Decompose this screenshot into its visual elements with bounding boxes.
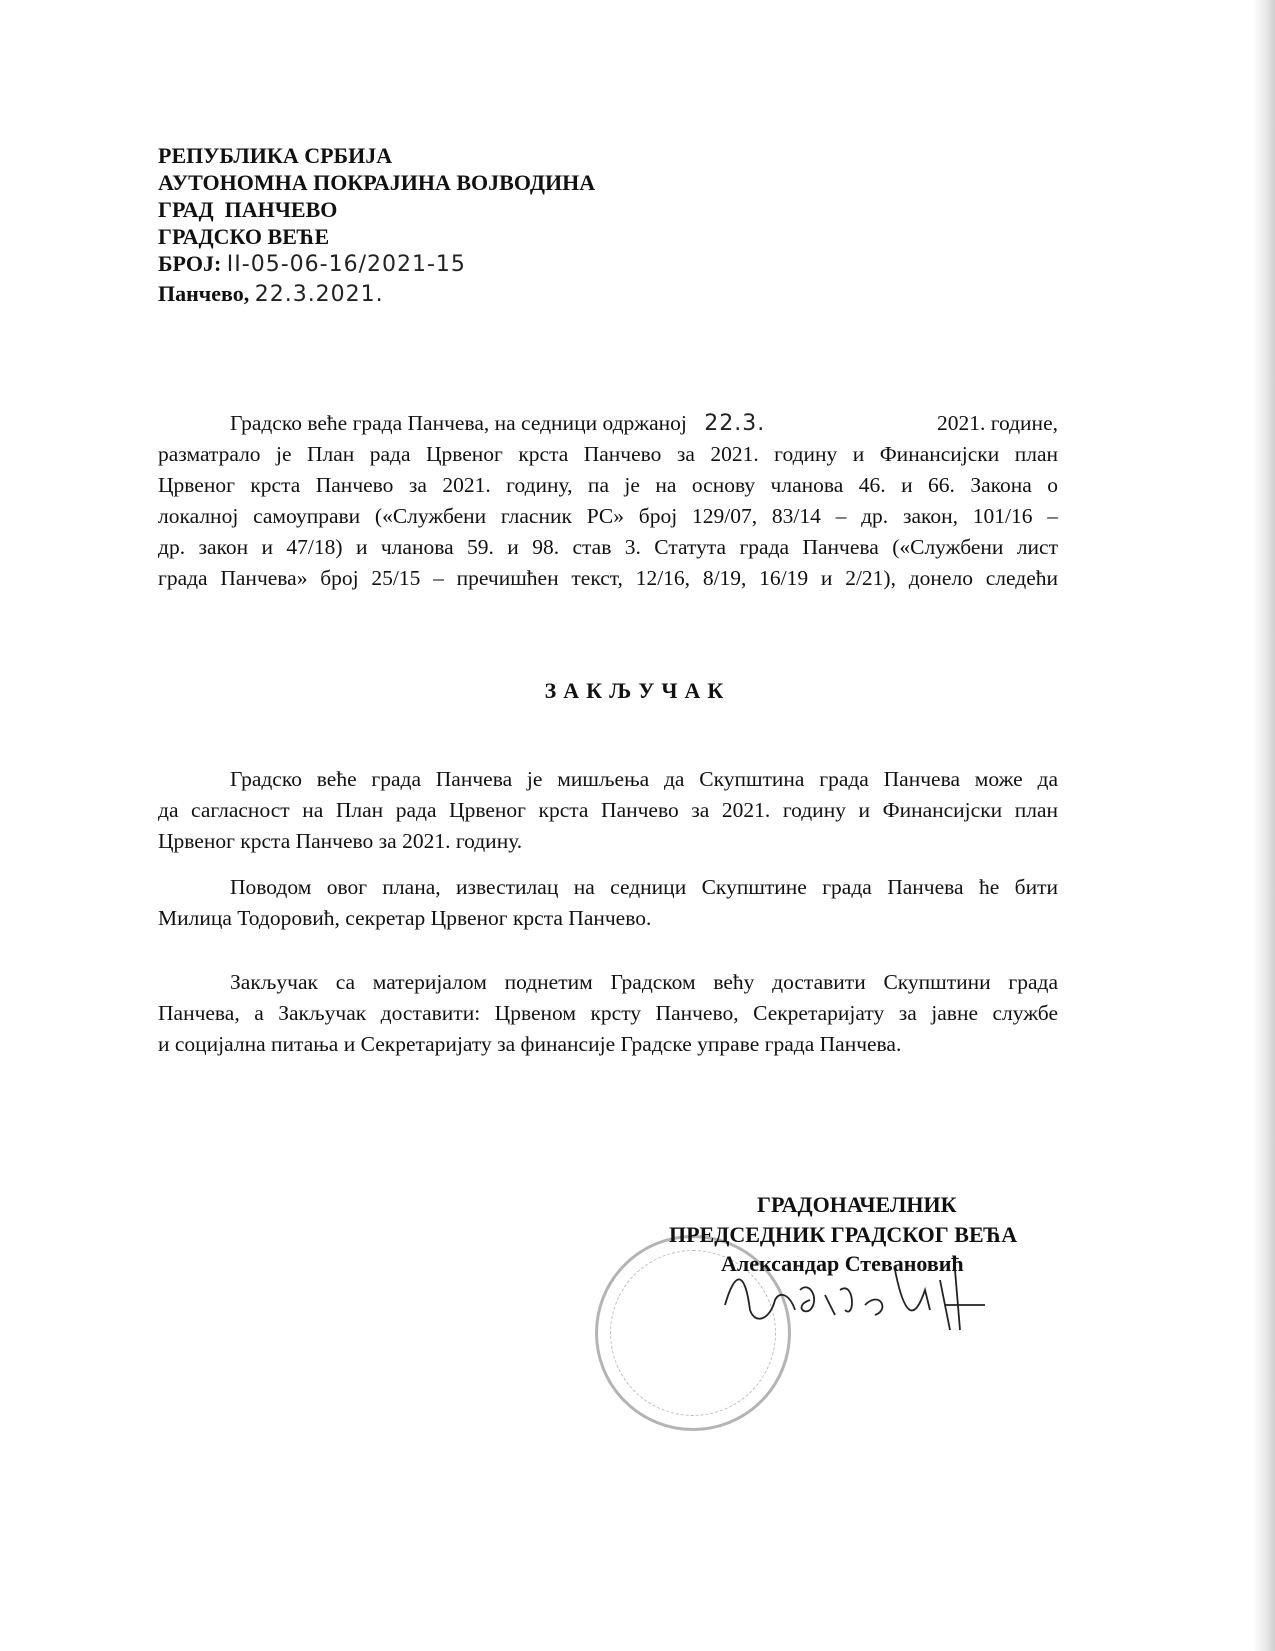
intro-paragraph	[158, 408, 1058, 594]
scan-edge	[1253, 0, 1275, 1651]
text-line: Црвеног крста Панчево за 2021. годину, па је на основу чланова 46. и 66. Закона о	[158, 473, 1058, 497]
text-line: Милица Тодоровић, секретар Црвеног крста Панчево.	[158, 906, 652, 930]
year-text: 2021. године,	[936, 411, 1058, 435]
letterhead-line: ГРАДСКО ВЕЋЕ	[158, 224, 330, 249]
handwritten-signature	[715, 1250, 1005, 1340]
text-line: Панчева, а Закључак доставити: Црвеном крсту Панчево, Секретаријату за јавне службе	[158, 1001, 1058, 1025]
session-date-handwritten: 22.3.	[704, 411, 766, 436]
date-handwritten: 22.3.2021.	[254, 282, 384, 307]
signature-title-2: ПРЕДСЕДНИК ГРАДСКОГ ВЕЋА	[669, 1222, 1018, 1247]
text-line: Црвеног крста Панчево за 2021. годину.	[158, 829, 523, 853]
text-line: Закључак са материјалом поднетим Градском већу доставити Скупштини града	[230, 970, 1058, 994]
text-line: и социјална питања и Секретаријату за финансије Градске управе града Панчева.	[158, 1032, 902, 1056]
number-handwritten: II-05-06-16/2021-15	[226, 252, 466, 277]
signatory-name: Александар Стевановић	[721, 1251, 964, 1276]
text-line: др. закон и 47/18) и чланова 59. и 98. став 3. Статута града Панчева («Службени лист	[158, 535, 1058, 559]
text-line: Поводом овог плана, известилац на седници Скупштине града Панчева ће бити	[230, 875, 1058, 899]
paragraph-3	[158, 967, 1058, 1060]
document-title: ЗАКЉУЧАК	[544, 678, 731, 703]
text-line: Градско веће града Панчева, на седници одржаној 22.3. 2021. године,	[158, 408, 1058, 439]
text-line: локалној самоуправи («Службени гласник РС» број 129/07, 83/14 – др. закон, 101/16 –	[158, 504, 1058, 528]
letterhead-line: АУТОНОМНА ПОКРАЈИНА ВОЈВОДИНА	[158, 170, 596, 195]
letterhead	[158, 142, 595, 308]
text-line: разматрало је План рада Црвеног крста Панчево за 2021. годину и Финансијски план	[158, 442, 1058, 466]
paragraph-1	[158, 764, 1058, 857]
letterhead-line: РЕПУБЛИКА СРБИЈА	[158, 143, 393, 168]
place-label: Панчево,	[158, 281, 250, 306]
signature-title-1: ГРАДОНАЧЕЛНИК	[757, 1192, 957, 1217]
text-line: града Панчева» број 25/15 – пречишћен текст, 12/16, 8/19, 16/19 и 2/21), донело следећи	[158, 566, 1058, 590]
number-label: БРОЈ:	[158, 251, 222, 276]
text-line: Градско веће града Панчева је мишљења да Скупштина града Панчева може да	[230, 767, 1058, 791]
place-date	[158, 280, 595, 308]
document-number	[158, 250, 595, 278]
text-line: да сагласност на План рада Црвеног крста Панчево за 2021. годину и Финансијски план	[158, 798, 1058, 822]
paragraph-2	[158, 872, 1058, 934]
letterhead-line: ГРАД ПАНЧЕВО	[158, 197, 338, 222]
